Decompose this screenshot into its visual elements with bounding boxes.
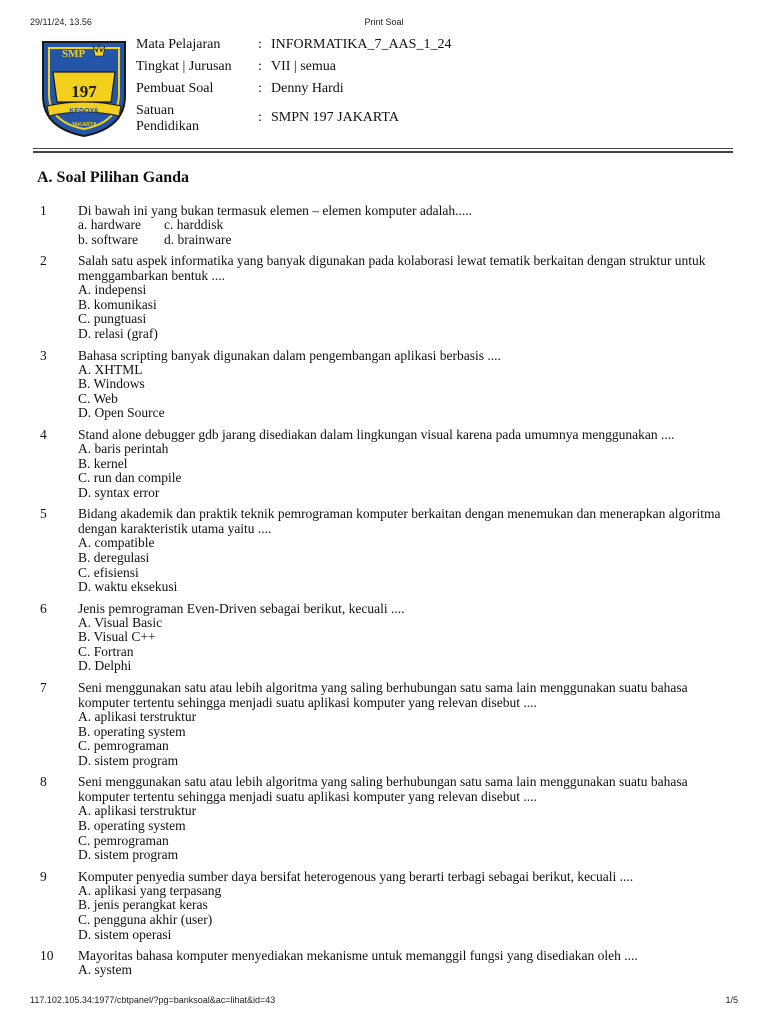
question-item [0,601,768,674]
question-number: 10 [40,948,54,964]
answer-option: C. pemrograman [78,832,169,848]
answer-option: C. run dan compile [78,470,182,486]
answer-option: D. sistem program [78,847,179,863]
answer-option: A. aplikasi terstruktur [78,803,197,819]
answer-option: D. sistem program [78,752,179,768]
answer-option: C. pengguna akhir (user) [78,912,213,927]
info-label: Mata Pelajaran [136,37,221,52]
question-text: Jenis pemrograman Even-Driven sebagai berikut, kecuali .... [78,600,405,616]
answer-option: a. hardware [78,217,141,232]
question-item [0,869,768,942]
answer-option: C. Fortran [78,643,134,659]
question-list [0,203,768,984]
answer-option: b. software [78,231,138,247]
print-datetime: 29/11/24, 13.56 [30,17,92,27]
question-text: Mayoritas bahasa komputer menyediakan mekanisme untuk memanggil fungsi yang disediakan oleh .... [78,948,638,964]
logo-top-text: SMP [62,48,86,60]
question-text: Bidang akademik dan praktik teknik pemrograman komputer berkaitan dengan menemukan dan menerapkan algoritma dengan karakteristik utama yaitu .... [78,506,721,537]
question-text: Seni menggunakan satu atau lebih algoritma yang saling berhubungan satu sama lain menggunakan suatu bahasa komputer tertentu sehingga menjadi suatu aplikasi komputer yang relevan disebut .... [78,680,688,711]
question-item [0,348,768,421]
question-item [0,203,768,247]
question-text: Salah satu aspek informatika yang banyak digunakan pada kolaborasi lewat tematik berkaitan dengan struktur untuk menggambarkan bentuk .... [78,253,706,284]
logo-ribbon-text: KEDOYA [69,108,99,115]
answer-option: B. operating system [78,723,186,739]
info-value: Denny Hardi [271,81,344,96]
answer-option: B. Windows [78,376,145,392]
question-number: 6 [40,600,47,616]
print-header [0,17,768,29]
answer-option: A. Visual Basic [78,614,163,630]
answer-option: C. Web [78,390,118,406]
logo-bottom-text: JAKARTA [71,122,97,128]
answer-option: D. waktu eksekusi [78,579,178,595]
info-label: Tingkat | Jurusan [136,59,232,74]
print-title: Print Soal [364,17,404,27]
answer-option: A. indepensi [78,282,147,298]
question-item [0,506,768,594]
answer-option: c. harddisk [164,217,224,232]
question-number: 8 [40,774,47,790]
answer-option: B. komunikasi [78,296,157,312]
answer-option: D. Delphi [78,658,132,674]
info-label: Satuan Pendidikan [136,103,199,134]
question-text: Di bawah ini yang bukan termasuk elemen – elemen komputer adalah..... [78,203,472,218]
answer-option: C. pemrograman [78,738,169,754]
question-item [0,774,768,862]
question-text: Seni menggunakan satu atau lebih algoritma yang saling berhubungan satu sama lain menggunakan suatu bahasa komputer tertentu sehingga menjadi suatu aplikasi komputer yang relevan disebut .... [78,774,688,805]
info-colon: : [258,110,262,125]
answer-option: D. Open Source [78,405,165,421]
answer-option: C. efisiensi [78,564,139,580]
question-item [0,253,768,341]
question-number: 7 [40,680,47,696]
info-label: Pembuat Soal [136,81,214,96]
answer-option: A. system [78,962,132,978]
answer-option: D. sistem operasi [78,926,172,942]
answer-option: d. brainware [164,231,232,247]
answer-option: B. kernel [78,455,128,471]
info-colon: : [258,59,262,74]
answer-option: A. aplikasi terstruktur [78,709,197,725]
answer-option: D. relasi (graf) [78,325,158,341]
question-number: 5 [40,506,47,522]
question-text: Stand alone debugger gdb jarang disediakan dalam lingkungan visual karena pada umumnya menggunakan .... [78,426,675,442]
info-value: VII | semua [271,59,337,74]
page-number: 1/5 [725,995,738,1005]
print-footer [0,995,768,1007]
header-divider [33,151,733,153]
answer-option: A. baris perintah [78,440,169,456]
info-colon: : [258,81,262,96]
question-number: 4 [40,426,47,442]
info-value: INFORMATIKA_7_AAS_1_24 [271,37,452,52]
answer-option: A. compatible [78,535,155,551]
question-item [0,680,768,768]
question-text: Bahasa scripting banyak digunakan dalam pengembangan aplikasi berbasis .... [78,347,501,363]
header-divider [33,148,733,149]
answer-option: D. syntax error [78,484,160,500]
question-number: 9 [40,868,47,884]
answer-option: C. pungtuasi [78,311,147,327]
answer-option: B. jenis perangkat keras [78,897,208,913]
answer-option: B. deregulasi [78,549,150,565]
question-item [0,948,768,978]
answer-option: B. Visual C++ [78,629,156,645]
question-number: 2 [40,253,47,269]
info-colon: : [258,37,262,52]
logo-number: 197 [71,82,97,101]
info-value: SMPN 197 JAKARTA [271,110,399,125]
question-text: Komputer penyedia sumber daya bersifat heterogenous yang berarti terbagi sebagai berikut, kecuali .... [78,868,634,884]
answer-option: A. XHTML [78,361,143,377]
question-item [0,427,768,500]
print-url: 117.102.105.34:1977/cbtpanel/?pg=banksoal&ac=lihat&id=43 [30,995,276,1005]
question-number: 1 [40,203,47,218]
question-number: 3 [40,347,47,363]
answer-option: A. aplikasi yang terpasang [78,882,222,898]
school-logo [39,36,129,138]
section-title: A. Soal Pilihan Ganda [37,169,190,186]
answer-option: B. operating system [78,818,186,834]
